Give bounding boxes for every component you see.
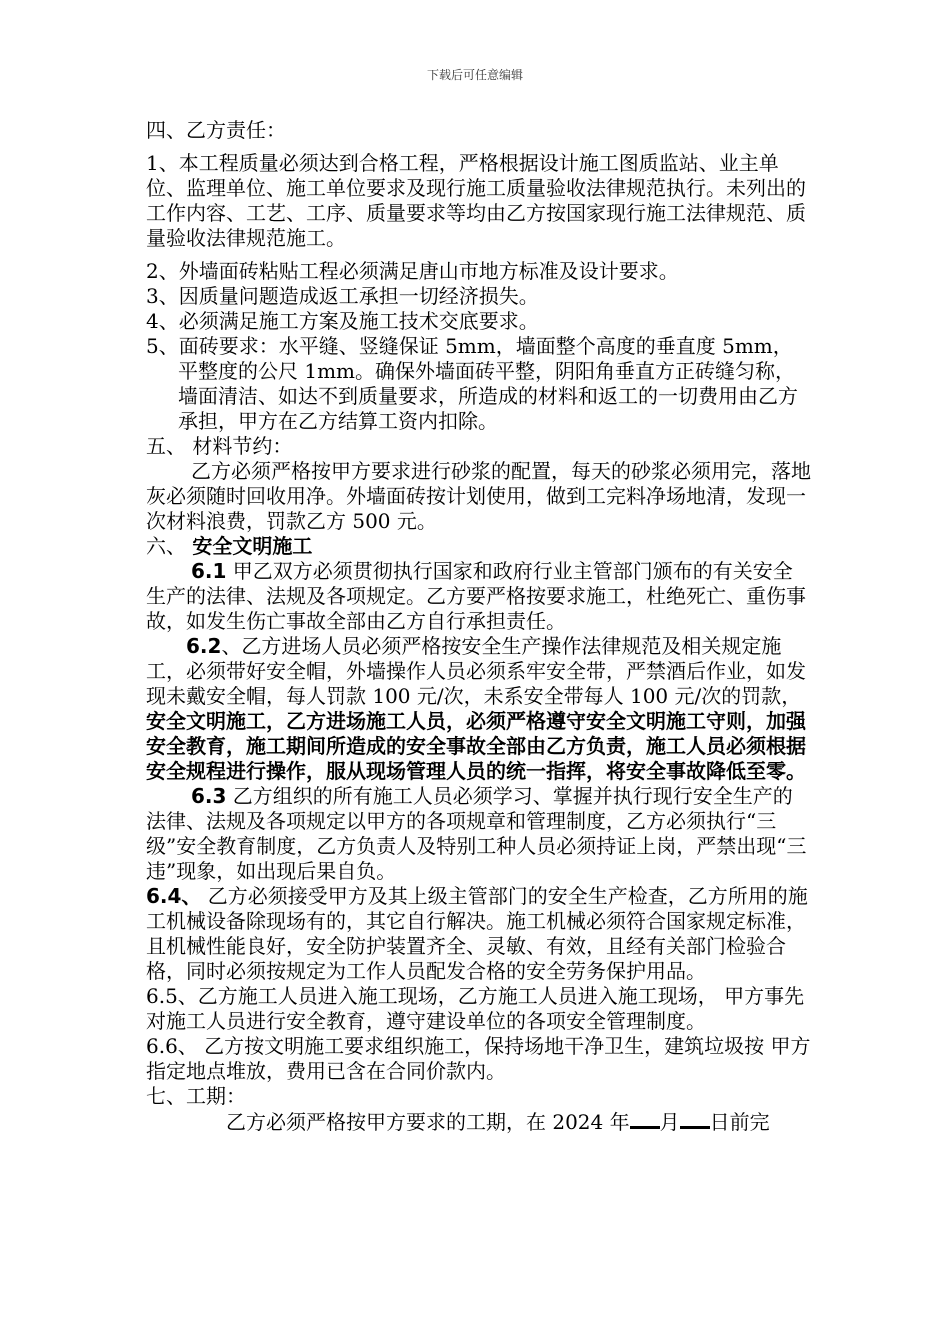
section-4-item-1: 1、本工程质量必须达到合格工程，严格根据设计施工图质监站、业主单位、监理单位、施工单位要求及现行施工质量验收法律规范执行。未列出的工作内容、工艺、工序、质量要求等均由乙方按国家现行施工法律规范、质量验收法律规范施工。 [146, 151, 806, 250]
clause-6-4-text: 乙方必须接受甲方及其上级主管部门的安全生产检查，乙方所用的施工机械设备除现场有的，其它自行解决。施工机械必须符合国家规定标准，且机械性能良好，安全防护装置齐全、灵敏、有效，且经有关部门检验合格，同时必须按规定为工作人员配发合格的安全劳务保护用品。 [146, 884, 808, 983]
clause-6-1-number: 6.1 [191, 559, 227, 583]
section-7-body-b: 月 [659, 1110, 680, 1134]
section-6-title [146, 534, 811, 559]
section-4-item-4: 4、必须满足施工方案及施工技术交底要求。 [146, 309, 539, 333]
page-header-note: 下载后可任意编辑 [426, 68, 523, 82]
day-blank [680, 1109, 710, 1129]
clause-6-1-text: 甲乙双方必须贯彻执行国家和政府行业主管部门颁布的有关安全生产的法律、法规及各项规定。乙方要严格按要求施工，杜绝死亡、重伤事故，如发生伤亡事故全部由乙方自行承担责任。 [146, 559, 806, 633]
section-4-item-5: 5、面砖要求：水平缝、竖缝保证 5mm，墙面整个高度的垂直度 5mm，平整度的公尺 1mm。确保外墙面砖平整，阴阳角垂直方正砖缝匀称，墙面清洁、如达不到质量要求，所造成的材料和返工的一切费用由乙方承担，甲方在乙方结算工资内扣除。 [146, 334, 798, 433]
clause-6-2-bold-text: 安全文明施工，乙方进场施工人员，必须严格遵守安全文明施工守则，加强安全教育，施工期间所造成的安全事故全部由乙方负责，施工人员必须根据安全规程进行操作，服从现场管理人员的统一指挥，将安全事故降低至零。 [146, 709, 806, 783]
section-4-title: 四、乙方责任： [146, 118, 286, 142]
clause-6-2-text: 、乙方进场人员必须严格按安全生产操作法律规范及相关规定施工，必须带好安全帽，外墙操作人员必须系牢安全带，严禁酒后作业，如发现未戴安全帽，每人罚款 100 元/次，未系安全带每人 100 元/次的罚款， [146, 634, 806, 708]
section-7-body-c: 日前完 [709, 1110, 770, 1134]
clause-6-3-number: 6.3 [191, 784, 227, 808]
clause-6-4-number: 6.4、 [146, 884, 202, 908]
clause-6-2 [146, 634, 811, 784]
clause-6-4 [146, 884, 811, 984]
clause-6-1 [146, 559, 811, 634]
clause-6-3 [146, 784, 811, 884]
section-4-item-3: 3、因质量问题造成返工承担一切经济损失。 [146, 284, 539, 308]
section-6-title-text: 安全文明施工 [192, 534, 313, 558]
clause-6-2-number: 6.2 [186, 634, 222, 658]
section-7-body [146, 1109, 811, 1135]
section-7-title: 七、工期： [146, 1084, 246, 1108]
month-blank [630, 1109, 660, 1129]
clause-6-5: 6.5、乙方施工人员进入施工现场，乙方施工人员进入施工现场， 甲方事先对施工人员进行安全教育，遵守建设单位的各项安全管理制度。 [146, 984, 805, 1033]
section-5-body: 乙方必须严格按甲方要求进行砂浆的配置，每天的砂浆必须用完，落地灰必须随时回收用净。外墙面砖按计划使用，做到工完料净场地清，发现一次材料浪费，罚款乙方 500 元。 [146, 459, 811, 533]
clause-6-3-text: 乙方组织的所有施工人员必须学习、掌握并执行现行安全生产的法律、法规及各项规定以甲方的各项规章和管理制度，乙方必须执行“三级”安全教育制度，乙方负责人及特别工种人员必须持证上岗，严禁出现“三违”现象，如出现后果自负。 [146, 784, 807, 883]
section-6-title-prefix: 六、 [146, 534, 193, 558]
document-body [146, 118, 811, 1135]
section-5-title: 五、 材料节约： [146, 434, 293, 458]
clause-6-6: 6.6、 乙方按文明施工要求组织施工，保持场地干净卫生，建筑垃圾按 甲方指定地点堆放，费用已含在合同价款内。 [146, 1034, 811, 1083]
section-4-item-2: 2、外墙面砖粘贴工程必须满足唐山市地方标准及设计要求。 [146, 259, 679, 283]
section-7-body-a: 乙方必须严格按甲方要求的工期，在 2024 年 [226, 1110, 630, 1134]
